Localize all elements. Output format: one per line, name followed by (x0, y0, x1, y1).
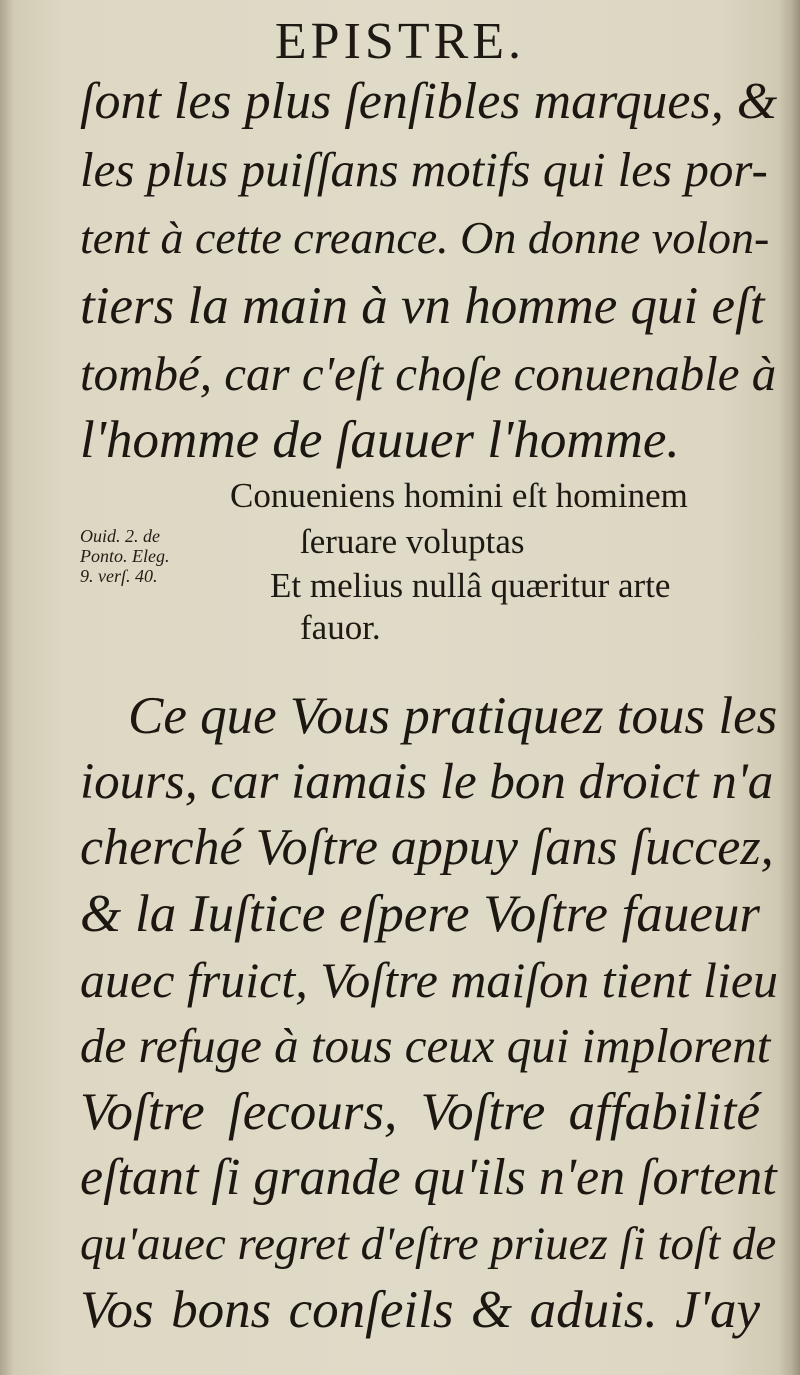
paragraph2-line-8: eſtant ſi grande qu'ils n'en ſortent (80, 1149, 777, 1206)
citation-line-3: 9. verſ. 40. (80, 566, 158, 586)
paragraph2-line-2: iours, car iamais le bon droict n'a (80, 754, 774, 810)
paragraph1-line-4: tiers la main à vn homme qui eſt (80, 277, 765, 335)
marginal-citation (80, 526, 240, 586)
quote-line-2: ſeruare voluptas (300, 522, 525, 561)
quote-line-3: Et melius nullâ quæritur arte (270, 566, 671, 605)
quote-line-4: fauor. (300, 608, 381, 647)
paragraph2-line-6: de refuge à tous ceux qui implorent (80, 1018, 771, 1073)
paragraph1-line-3: tent à cette creance. On donne volon- (80, 212, 770, 263)
page-gutter-shadow (0, 0, 14, 1375)
paragraph2-line-7: Voſtre ſecours, Voſtre affabilité (80, 1083, 760, 1141)
paragraph2-line-9: qu'auec regret d'eſtre priuez ſi toſt de (80, 1218, 777, 1270)
page-edge-shadow (778, 0, 800, 1375)
citation-line-1: Ouid. 2. de (80, 526, 160, 546)
quote-line-1: Conueniens homini eſt hominem (230, 476, 688, 515)
paragraph1-line-5: tombé, car c'eſt choſe conuenable à (80, 346, 777, 401)
paragraph2-line-5: auec fruict, Voſtre maiſon tient lieu (80, 952, 779, 1008)
paragraph2-line-10: Vos bons conſeils & aduis. J'ay (80, 1281, 760, 1339)
paragraph2-line-4: & la Iuſtice eſpere Voſtre faueur (80, 885, 760, 943)
paragraph1-line-6: l'homme de ſauuer l'homme. (80, 411, 680, 469)
paragraph2-line-3: cherché Voſtre appuy ſans ſuccez, (80, 819, 774, 876)
running-header: EPISTRE. (274, 13, 526, 70)
paragraph1-line-2: les plus puiſſans motifs qui les por- (80, 142, 768, 197)
paragraph1-line-1: ſont les plus ſenſibles marques, & (80, 73, 778, 130)
paragraph2-line-1: Ce que Vous pratiquez tous les (128, 687, 778, 745)
citation-line-2: Ponto. Eleg. (80, 546, 170, 566)
